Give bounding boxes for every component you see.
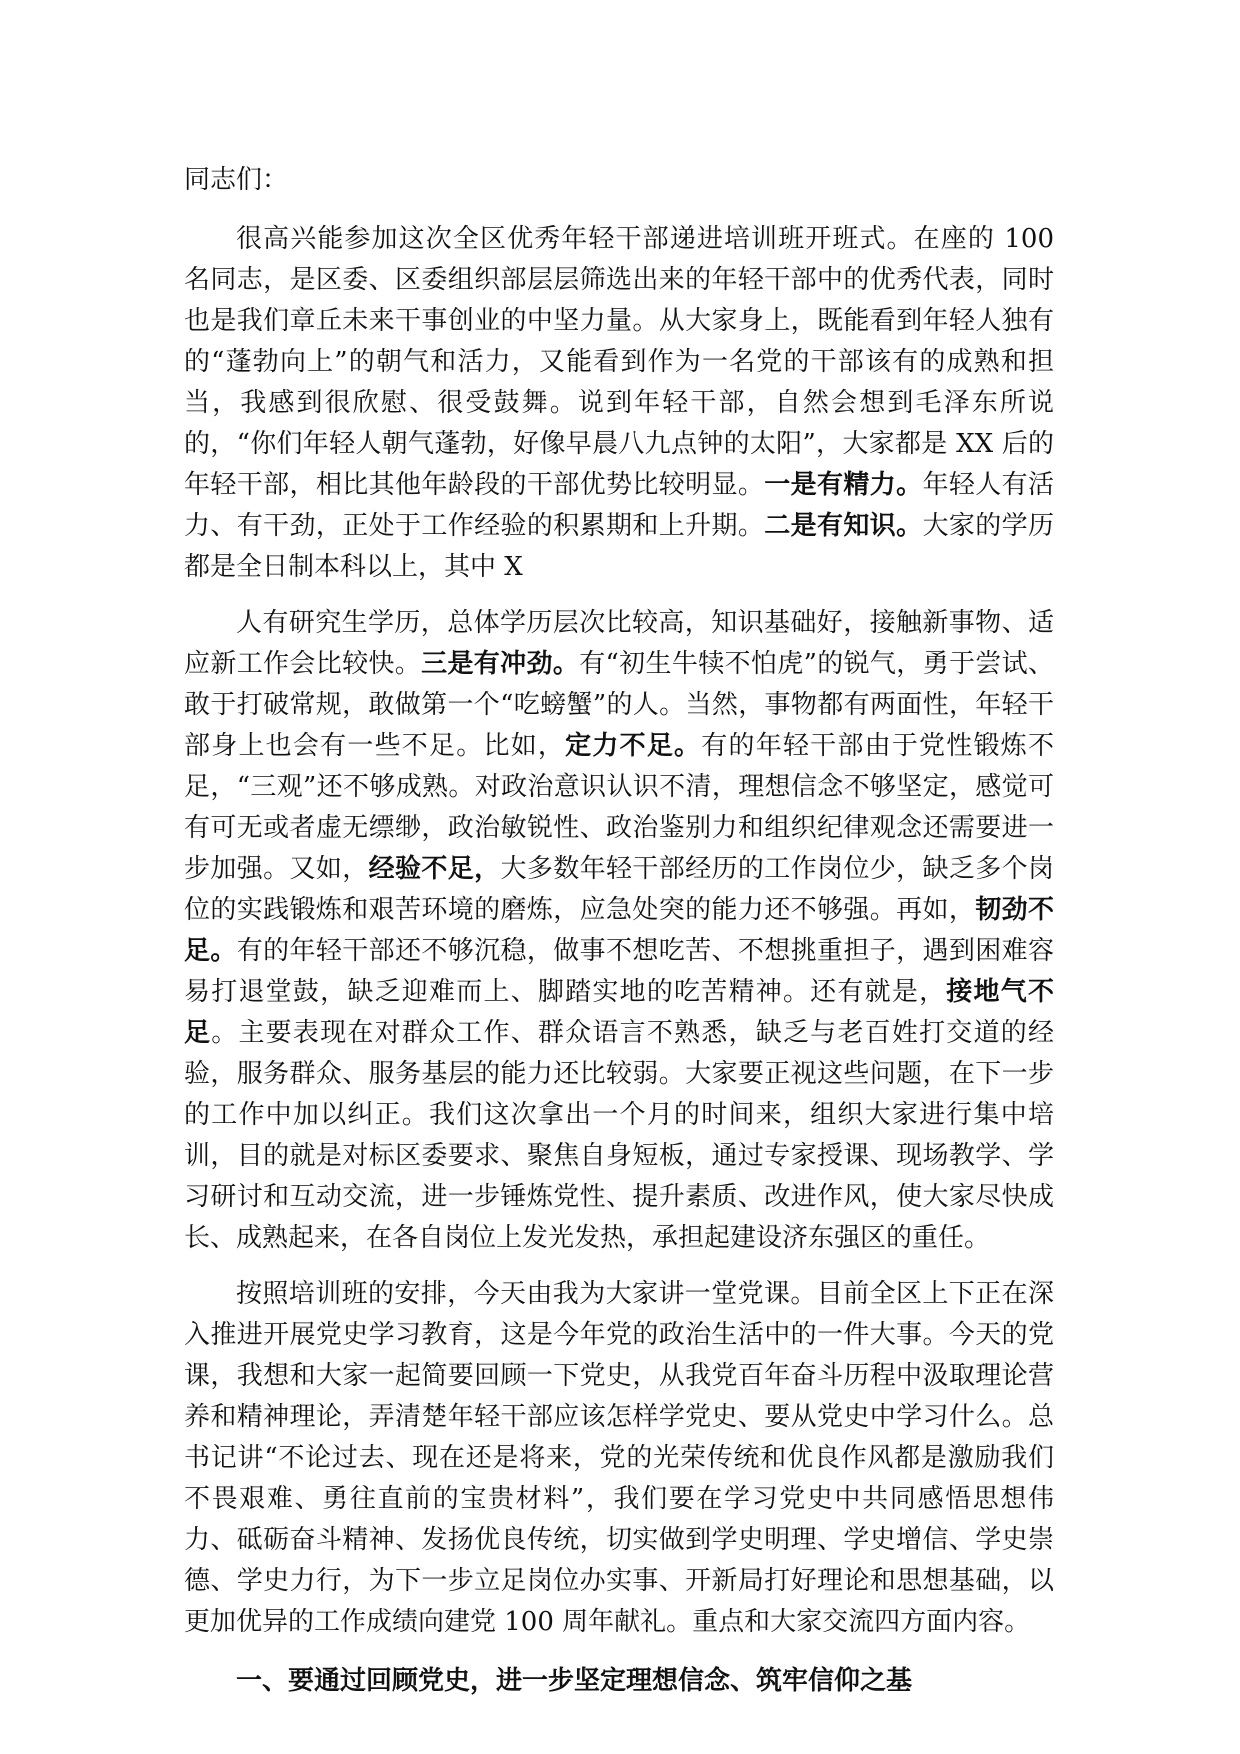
text-run: 大多数年轻干部经历的工作岗位少，缺乏多个岗位的实践锻炼和艰苦环境的磨炼，应急处突的能力还不够强。再如， xyxy=(184,854,1054,925)
text-run: 有“初生牛犊不怕虎”的锐气，勇于尝试、敢于打破常规，敢做第一个“吃螃蟹”的人。当然，事物都有两面性，年轻干部身上也会有一些不足。比如， xyxy=(184,649,1054,761)
bold-phrase: 定力不足。 xyxy=(565,731,702,761)
bold-phrase: 经验不足， xyxy=(368,854,501,884)
greeting: 同志们： xyxy=(184,165,289,195)
paragraph xyxy=(184,219,1054,588)
text-run: 很高兴能参加这次全区优秀年轻干部递进培训班开班式。在座的 100 名同志，是区委、区委组织部层层筛选出来的年轻干部中的优秀代表，同时也是我们章丘未来干事创业的中坚力量。从大家身上，既能看到年轻人独有的“蓬勃向上”的朝气和活力，又能看到作为一名党的干部该有的成熟和担当，我感到很欣慰、很受鼓舞。说到年轻干部，自然会想到毛泽东所说的，“你们年轻人朝气蓬勃，好像早晨八九点钟的太阳”，大家都是 XX 后的年轻干部，相比其他年龄段的干部优势比较明显。 xyxy=(184,224,1054,500)
text-run: 有的年轻干部还不够沉稳，做事不想吃苦、不想挑重担子，遇到困难容易打退堂鼓，缺乏迎难而上、脚踏实地的吃苦精神。还有就是， xyxy=(184,936,1054,1007)
text-run: 年轻人有活力、有干劲，正处于工作经验的积累期和上升期。 xyxy=(184,470,1054,541)
document-page xyxy=(184,160,1054,1702)
text-run: 有的年轻干部由于党性锻炼不足，“三观”还不够成熟。对政治意识认识不清，理想信念不够坚定，感觉可有可无或者虚无缥缈，政治敏锐性、政治鉴别力和组织纪律观念还需要进一步加强。又如， xyxy=(184,731,1054,884)
paragraph xyxy=(184,1274,1054,1643)
paragraph xyxy=(184,603,1054,1259)
bold-phrase: 二是有知识。 xyxy=(764,511,923,541)
text-run: 按照培训班的安排，今天由我为大家讲一堂党课。目前全区上下正在深入推进开展党史学习教育，这是今年党的政治生活中的一件大事。今天的党课，我想和大家一起简要回顾一下党史，从我党百年奋斗历程中汲取理论营养和精神理论，弄清楚年轻干部应该怎样学党史、要从党史中学习什么。总书记讲“不论过去、现在还是将来，党的光荣传统和优良作风都是激励我们不畏艰难、勇往直前的宝贵材料”，我们要在学习党史中共同感悟思想伟力、砥砺奋斗精神、发扬优良传统，切实做到学史明理、学史增信、学史崇德、学史力行，为下一步立足岗位办实事、开新局打好理论和思想基础，以更加优异的工作成绩向建党 100 周年献礼。重点和大家交流四方面内容。 xyxy=(184,1279,1054,1637)
bold-phrase: 韧劲不足。 xyxy=(184,895,1054,966)
body-paragraphs xyxy=(184,219,1054,1643)
text-run: 。主要表现在对群众工作、群众语言不熟悉，缺乏与老百姓打交道的经验，服务群众、服务基层的能力还比较弱。大家要正视这些问题，在下一步的工作中加以纠正。我们这次拿出一个月的时间来，组织大家进行集中培训，目的就是对标区委要求、聚焦自身短板，通过专家授课、现场教学、学习研讨和互动交流，进一步锤炼党性、提升素质、改进作风，使大家尽快成长、成熟起来，在各自岗位上发光发热，承担起建设济东强区的重任。 xyxy=(184,1018,1054,1253)
bold-phrase: 接地气不足 xyxy=(184,977,1054,1048)
text-run: 人有研究生学历，总体学历层次比较高，知识基础好，接触新事物、适应新工作会比较快。 xyxy=(184,608,1054,679)
text-run: 大家的学历都是全日制本科以上，其中 X xyxy=(184,511,1054,582)
bold-phrase: 三是有冲劲。 xyxy=(421,649,580,679)
section-heading: 一、要通过回顾党史，进一步坚定理想信念、筑牢信仰之基 xyxy=(236,1666,913,1696)
bold-phrase: 一是有精力。 xyxy=(764,470,923,500)
